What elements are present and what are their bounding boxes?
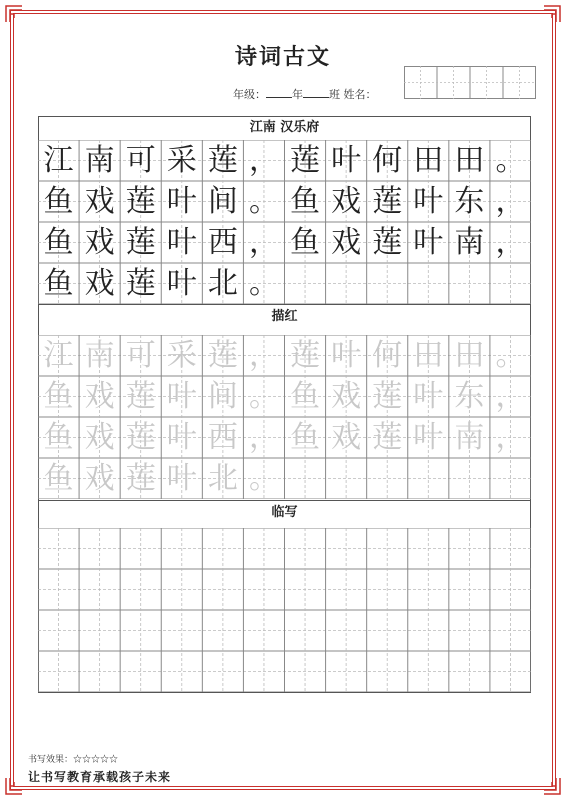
trace-character: 叶 bbox=[413, 379, 444, 414]
poem-character: 戏 bbox=[331, 184, 362, 219]
trace-character: 田 bbox=[413, 338, 444, 373]
trace-character: 。 bbox=[248, 379, 279, 414]
poem-character: 莲 bbox=[372, 184, 403, 219]
trace-character: 。 bbox=[248, 461, 279, 496]
trace-character: ， bbox=[248, 338, 279, 373]
trace-character: 西 bbox=[207, 420, 238, 455]
grade-label: 年级： bbox=[233, 88, 266, 101]
poem-character: 戏 bbox=[84, 266, 115, 301]
poem-character: 。 bbox=[248, 266, 279, 301]
trace-character: 可 bbox=[125, 338, 156, 373]
writing-rating: 书写效果：☆☆☆☆☆ bbox=[28, 755, 119, 765]
trace-character: 戏 bbox=[84, 461, 115, 496]
poem-character: 田 bbox=[454, 143, 485, 178]
trace-heading: 描红 bbox=[38, 304, 531, 329]
trace-character: 。 bbox=[495, 338, 526, 373]
trace-character: 鱼 bbox=[290, 379, 321, 414]
poem-character: 鱼 bbox=[290, 225, 321, 260]
trace-character: 戏 bbox=[84, 420, 115, 455]
corner-ornament-icon bbox=[542, 776, 562, 796]
trace-character: 叶 bbox=[413, 420, 444, 455]
poem-character: 鱼 bbox=[43, 184, 74, 219]
trace-character: 间 bbox=[207, 379, 238, 414]
trace-character: ， bbox=[495, 420, 526, 455]
trace-character: 莲 bbox=[207, 338, 238, 373]
poem-character: 西 bbox=[207, 225, 238, 260]
poem-character: 叶 bbox=[166, 225, 197, 260]
trace-character: 鱼 bbox=[290, 420, 321, 455]
trace-character: 叶 bbox=[331, 338, 362, 373]
poem-heading: 江南 汉乐府 bbox=[249, 120, 320, 135]
poem-character: ， bbox=[495, 184, 526, 219]
trace-character: 采 bbox=[166, 338, 197, 373]
trace-character: 何 bbox=[372, 338, 403, 373]
trace-character: 叶 bbox=[166, 379, 197, 414]
corner-ornament-icon bbox=[542, 4, 562, 24]
trace-character: 江 bbox=[43, 338, 74, 373]
poem-character: 莲 bbox=[207, 143, 238, 178]
trace-character: ， bbox=[495, 379, 526, 414]
trace-character: 戏 bbox=[331, 379, 362, 414]
grade-blank[interactable] bbox=[266, 87, 292, 98]
poem-character: 东 bbox=[454, 184, 485, 219]
trace-character: 鱼 bbox=[43, 379, 74, 414]
poem-character: 采 bbox=[166, 143, 197, 178]
poem-character: 南 bbox=[454, 225, 485, 260]
poem-character: 戏 bbox=[331, 225, 362, 260]
poem-character: 何 bbox=[372, 143, 403, 178]
poem-character: 。 bbox=[248, 184, 279, 219]
poem-character: 江 bbox=[43, 143, 74, 178]
copy-grid[interactable] bbox=[38, 528, 531, 692]
poem-character: 田 bbox=[413, 143, 444, 178]
poem-character: ， bbox=[248, 225, 279, 260]
poem-character: ， bbox=[248, 143, 279, 178]
year-label: 年 bbox=[292, 88, 303, 101]
poem-character: ， bbox=[495, 225, 526, 260]
poem-character: 戏 bbox=[84, 225, 115, 260]
trace-character: 戏 bbox=[331, 420, 362, 455]
poem-character: 莲 bbox=[125, 225, 156, 260]
trace-character: 莲 bbox=[125, 461, 156, 496]
student-info-line bbox=[233, 86, 377, 102]
poem-character: 莲 bbox=[372, 225, 403, 260]
poem-character: 叶 bbox=[166, 266, 197, 301]
poem-character: 鱼 bbox=[43, 266, 74, 301]
poem-character: 北 bbox=[207, 266, 238, 301]
poem-character: 可 bbox=[125, 143, 156, 178]
trace-character: 东 bbox=[454, 379, 485, 414]
trace-character: 戏 bbox=[84, 379, 115, 414]
trace-character: 莲 bbox=[372, 379, 403, 414]
slogan: 让书写教育承载孩子未来 bbox=[28, 770, 172, 784]
poem-character: 莲 bbox=[125, 266, 156, 301]
trace-character: 南 bbox=[454, 420, 485, 455]
trace-character: 田 bbox=[454, 338, 485, 373]
poem-character: 。 bbox=[495, 143, 526, 178]
trace-character: 鱼 bbox=[43, 420, 74, 455]
poem-character: 叶 bbox=[413, 225, 444, 260]
corner-ornament-icon bbox=[4, 4, 24, 24]
poem-character: 莲 bbox=[125, 184, 156, 219]
name-label: 姓名： bbox=[343, 88, 377, 101]
trace-character: 叶 bbox=[166, 420, 197, 455]
trace-character: 北 bbox=[207, 461, 238, 496]
poem-character: 叶 bbox=[331, 143, 362, 178]
copy-heading: 临写 bbox=[38, 500, 531, 525]
trace-character: 叶 bbox=[166, 461, 197, 496]
poem-character: 间 bbox=[207, 184, 238, 219]
poem-character: 南 bbox=[84, 143, 115, 178]
poem-character: 莲 bbox=[290, 143, 321, 178]
page-title: 诗词古文 bbox=[234, 44, 331, 70]
trace-character: 莲 bbox=[372, 420, 403, 455]
poem-character: 戏 bbox=[84, 184, 115, 219]
poem-character: 鱼 bbox=[43, 225, 74, 260]
poem-character: 叶 bbox=[413, 184, 444, 219]
trace-character: 南 bbox=[84, 338, 115, 373]
trace-character: 莲 bbox=[290, 338, 321, 373]
trace-character: 鱼 bbox=[43, 461, 74, 496]
trace-character: ， bbox=[248, 420, 279, 455]
class-label: 班 bbox=[329, 88, 340, 101]
poem-character: 鱼 bbox=[290, 184, 321, 219]
trace-character: 莲 bbox=[125, 379, 156, 414]
class-blank[interactable] bbox=[303, 87, 329, 98]
trace-character: 莲 bbox=[125, 420, 156, 455]
poem-character: 叶 bbox=[166, 184, 197, 219]
name-writing-grid[interactable] bbox=[404, 66, 536, 99]
corner-ornament-icon bbox=[4, 776, 24, 796]
